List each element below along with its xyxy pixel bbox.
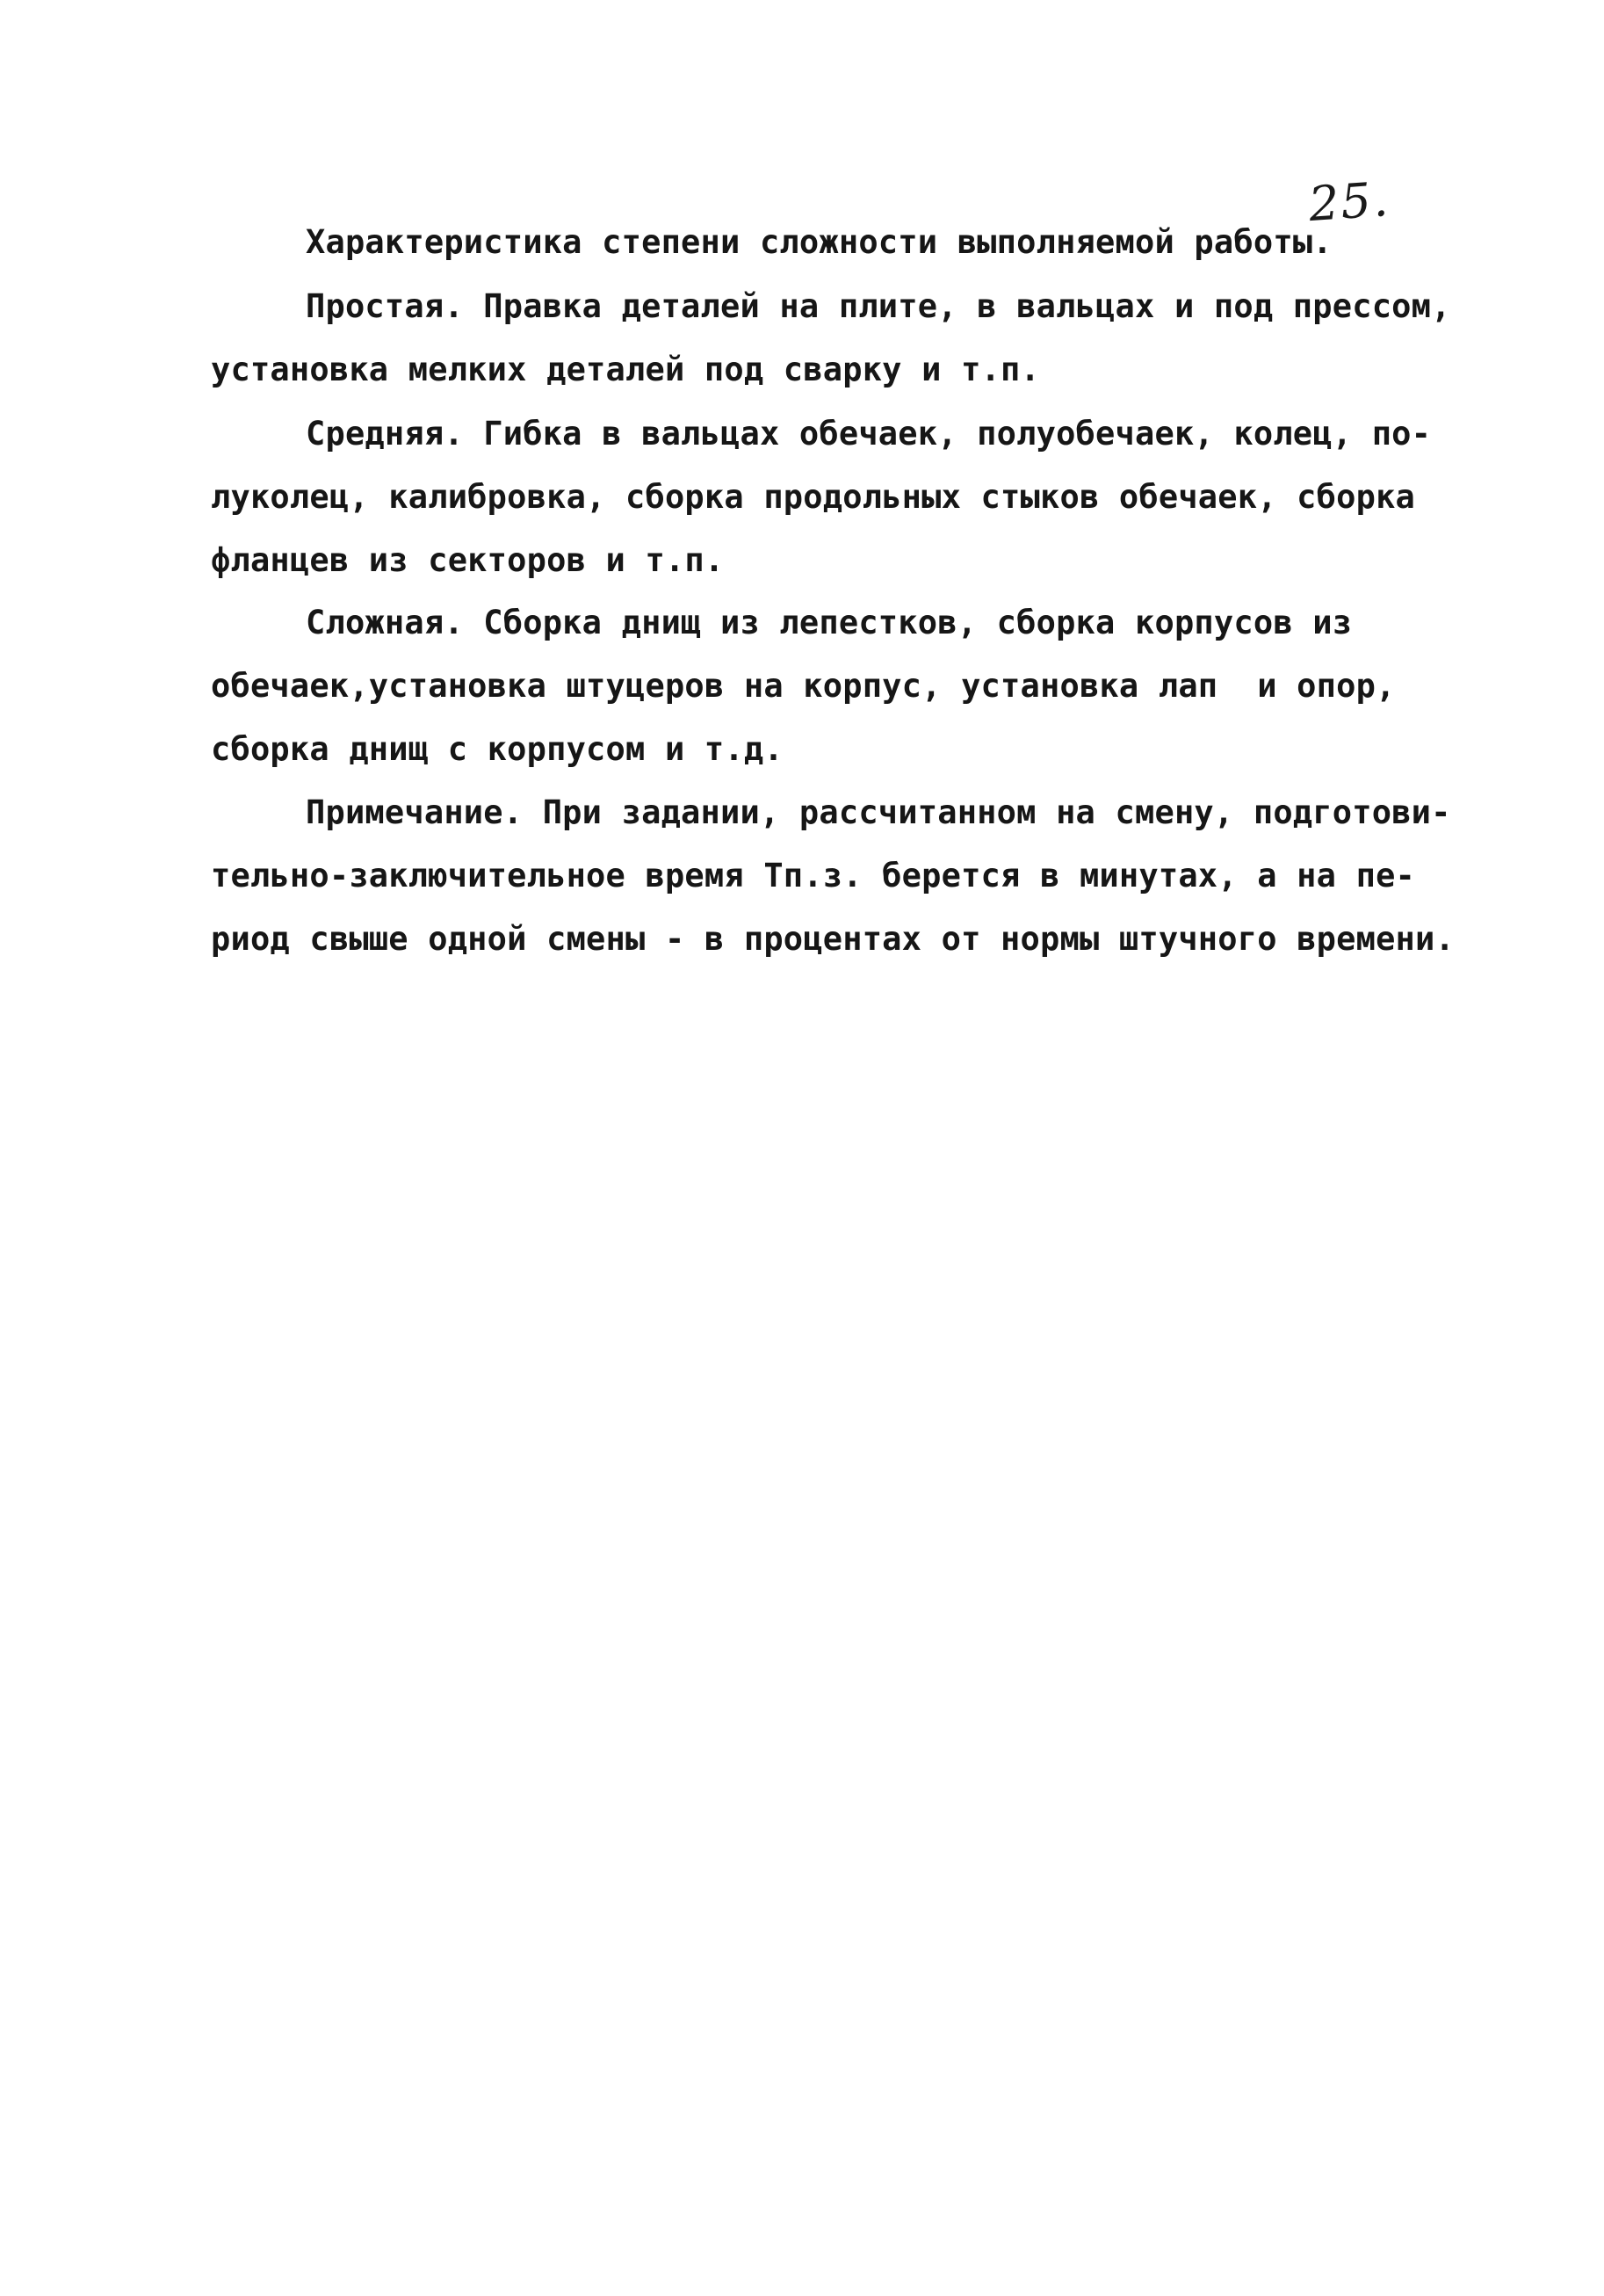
paragraph-medium-line-1: Средняя. Гибка в вальцах обечаек, полуобечаек, колец, по- [306,415,1432,453]
paragraph-note-line-2: тельно-заключительное время Тп.з. берется в минутах, а на пе- [211,857,1416,894]
paragraph-medium-line-3: фланцев из секторов и т.п. [211,541,725,579]
heading-line: Характеристика степени сложности выполняемой работы. [306,223,1333,261]
paragraph-note-line-1: Примечание. При задании, рассчитанном на смену, подготови- [306,793,1451,831]
paragraph-simple-line-2: установка мелких деталей под сварку и т.п. [211,351,1040,388]
paragraph-note-line-3: риод свыше одной смены - в процентах от нормы штучного времени. [211,920,1455,958]
paragraph-complex-line-1: Сложная. Сборка днищ из лепестков, сборка корпусов из [306,604,1353,641]
paragraph-simple-line-1: Простая. Правка деталей на плите, в вальцах и под прессом, [306,287,1451,325]
paragraph-complex-line-2: обечаек,установка штуцеров на корпус, установка лап и опор, [211,667,1396,705]
paragraph-medium-line-2: луколец, калибровка, сборка продольных стыков обечаек, сборка [211,478,1416,516]
paragraph-complex-line-3: сборка днищ с корпусом и т.д. [211,730,784,768]
page-number: 25. [1306,170,1391,233]
